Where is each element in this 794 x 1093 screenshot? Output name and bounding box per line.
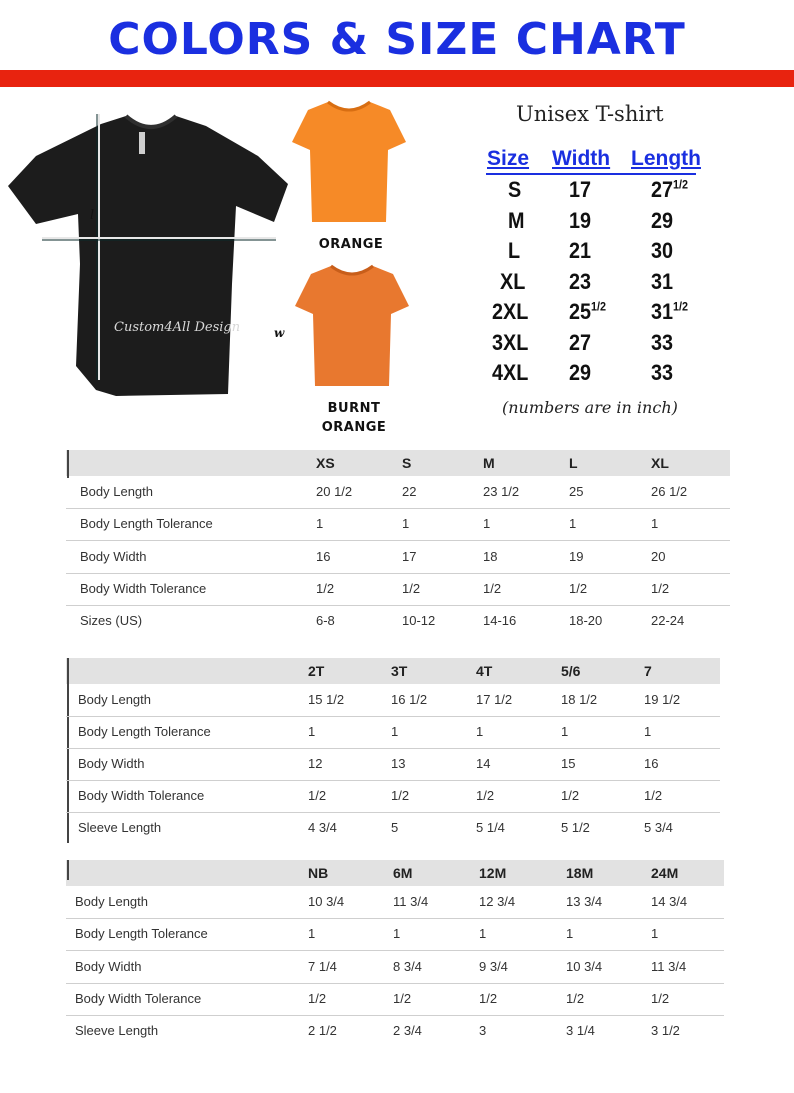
unisex-fraction: 1/2 [673, 177, 689, 192]
size-row-value: 1/2 [566, 990, 585, 1006]
size-row-value: 22-24 [651, 613, 685, 629]
unisex-value: 31 [651, 299, 674, 324]
size-row-value: 16 [644, 756, 659, 771]
size-row-value: 13 [391, 756, 406, 771]
size-row-value: 13 3/4 [566, 894, 603, 909]
size-row-value: 20 [651, 548, 666, 564]
unisex-value: 27 [651, 177, 674, 202]
size-header-cell: L [569, 455, 578, 471]
unisex-cell-length [651, 360, 673, 386]
size-header-cell: 12M [479, 865, 507, 881]
size-row-value: 1 [651, 926, 659, 942]
size-row-value: 5 1/4 [476, 820, 505, 835]
size-table-row [66, 983, 724, 1016]
size-row-value: 1 [393, 926, 401, 942]
unisex-value: 27 [569, 329, 592, 355]
size-row-value: 5 3/4 [644, 820, 673, 835]
swatch-name-line: ORANGE [321, 420, 387, 435]
unisex-value: 33 [651, 360, 674, 385]
unisex-value: 29 [651, 207, 674, 233]
unisex-value: 19 [569, 207, 592, 233]
size-table-row [66, 918, 724, 951]
page-title: COLORS & SIZE CHART [108, 14, 686, 65]
size-row-value: 12 [308, 756, 323, 771]
size-table-header [66, 860, 724, 886]
size-row-value: 25 [569, 484, 584, 499]
unisex-header-underline [486, 173, 696, 175]
size-row-label: Body Length Tolerance [75, 926, 208, 942]
size-row-value: 1/2 [561, 788, 580, 803]
unisex-note: (numbers are in inch) [502, 398, 678, 417]
size-header-cell: 24M [651, 865, 679, 881]
unisex-row [0, 238, 794, 268]
unisex-value: 31 [651, 268, 674, 294]
table-edge-line [67, 860, 69, 880]
size-table-row [66, 951, 724, 984]
size-row-value: 1/2 [644, 788, 663, 803]
size-row-value: 11 3/4 [393, 894, 429, 909]
size-row-value: 1 [566, 926, 574, 942]
size-header-cell: 2T [308, 663, 325, 679]
size-header-cell: 4T [476, 663, 493, 679]
size-row-value: 11 3/4 [651, 958, 687, 974]
unisex-value: 4XL [492, 360, 529, 385]
size-table-row [66, 748, 720, 781]
size-row-label: Body Width [80, 548, 147, 564]
unisex-header-size: Size [487, 147, 530, 170]
unisex-cell-size [500, 269, 525, 295]
unisex-value: 2XL [492, 299, 529, 324]
size-table-row [66, 573, 730, 606]
size-table-row [66, 886, 724, 919]
size-row-value: 1/2 [483, 580, 502, 596]
size-row-value: 1/2 [308, 990, 327, 1006]
size-row-value: 18 1/2 [561, 692, 598, 707]
size-row-label: Body Width Tolerance [75, 990, 202, 1006]
unisex-cell-width [569, 299, 606, 325]
size-row-value: 1/2 [651, 990, 670, 1006]
size-table-header [66, 658, 720, 684]
size-table-row [66, 684, 720, 717]
red-divider-bar [0, 70, 794, 87]
size-row-value: 3 [479, 1023, 487, 1039]
unisex-row [0, 208, 794, 238]
size-row-value: 1/2 [316, 580, 335, 596]
unisex-title: Unisex T-shirt [516, 102, 664, 126]
size-row-value: 2 3/4 [393, 1023, 422, 1039]
size-row-value: 17 1/2 [476, 692, 513, 707]
size-row-value: 22 [402, 484, 417, 499]
size-row-value: 26 1/2 [651, 484, 688, 499]
unisex-cell-length [651, 177, 688, 203]
unisex-cell-size [508, 208, 524, 234]
unisex-cell-length [651, 238, 673, 264]
unisex-value: XL [500, 268, 526, 294]
size-header-cell: 6M [393, 865, 413, 881]
size-row-value: 1/2 [402, 580, 421, 596]
size-row-label: Body Length Tolerance [78, 724, 211, 739]
size-row-value: 23 1/2 [483, 484, 520, 499]
size-row-value: 19 [569, 548, 584, 564]
unisex-cell-width [569, 360, 591, 386]
size-row-value: 1 [316, 516, 324, 532]
size-row-label: Body Length [75, 894, 149, 909]
size-row-value: 1 [651, 516, 659, 532]
size-row-value: 10 3/4 [308, 894, 345, 909]
size-row-label: Body Width [78, 756, 145, 771]
size-row-value: 15 1/2 [308, 692, 345, 707]
size-row-value: 1 [479, 926, 487, 942]
size-row-value: 1 [569, 516, 577, 532]
size-table-row [66, 716, 720, 749]
size-row-label: Body Width Tolerance [80, 580, 207, 596]
unisex-cell-width [569, 238, 591, 264]
unisex-cell-width [569, 330, 591, 356]
unisex-row [0, 360, 794, 390]
size-table-row [66, 605, 730, 637]
unisex-cell-length [651, 299, 688, 325]
size-row-value: 1 [391, 724, 399, 739]
unisex-value: 21 [569, 238, 592, 263]
size-row-value: 1 [308, 724, 316, 739]
size-header-cell: S [402, 455, 412, 471]
table-edge-line [67, 450, 69, 478]
size-table-row [66, 541, 730, 574]
size-row-value: 2 1/2 [308, 1023, 337, 1039]
unisex-value: 3XL [492, 329, 529, 355]
size-row-value: 14 3/4 [651, 894, 688, 909]
size-row-label: Body Length Tolerance [80, 516, 213, 532]
size-row-label: Body Width [75, 958, 142, 974]
size-row-value: 1 [644, 724, 652, 739]
size-header-cell: NB [308, 865, 329, 881]
swatch-name-line: ORANGE [318, 237, 384, 252]
size-row-value: 12 3/4 [479, 894, 516, 909]
size-row-value: 18 [483, 548, 498, 564]
size-table-row [66, 476, 730, 509]
size-row-value: 5 [391, 820, 399, 835]
size-row-value: 19 1/2 [644, 692, 681, 707]
length-mark: l [90, 208, 95, 223]
size-table-row [66, 1015, 724, 1047]
unisex-row [0, 299, 794, 329]
unisex-cell-length [651, 208, 673, 234]
unisex-cell-size [492, 299, 528, 325]
size-table-header [66, 450, 730, 476]
size-row-value: 17 [402, 548, 417, 564]
unisex-cell-size [492, 330, 528, 356]
unisex-cell-length [651, 330, 673, 356]
size-row-value: 8 3/4 [393, 958, 422, 974]
size-header-cell: M [483, 455, 495, 471]
unisex-cell-width [569, 208, 591, 234]
size-header-cell: XS [316, 455, 335, 471]
size-row-label: Body Length [78, 692, 152, 707]
size-table-row [66, 508, 730, 541]
unisex-value: S [508, 177, 522, 202]
size-row-value: 1 [561, 724, 569, 739]
size-row-value: 1/2 [308, 788, 327, 803]
size-row-label: Body Length [80, 484, 154, 499]
unisex-cell-length [651, 269, 673, 295]
size-row-value: 16 [316, 548, 331, 564]
unisex-cell-size [508, 177, 521, 203]
size-row-value: 1/2 [569, 580, 588, 596]
unisex-row [0, 269, 794, 299]
unisex-row [0, 330, 794, 360]
size-table-row [66, 780, 720, 813]
unisex-value: 33 [651, 329, 674, 355]
size-table-row [66, 812, 720, 844]
size-row-value: 7 1/4 [308, 958, 337, 974]
size-row-value: 10 3/4 [566, 958, 603, 974]
unisex-value: L [508, 238, 521, 263]
swatch-name-line: BURNT [327, 401, 381, 416]
size-row-value: 3 1/2 [651, 1023, 680, 1039]
size-header-cell: 3T [391, 663, 408, 679]
size-row-value: 1/2 [651, 580, 670, 596]
size-row-value: 18-20 [569, 613, 603, 629]
unisex-value: 29 [569, 360, 592, 385]
size-row-value: 1 [483, 516, 491, 532]
size-row-value: 14 [476, 756, 491, 771]
size-row-value: 15 [561, 756, 576, 771]
unisex-cell-size [492, 360, 528, 386]
unisex-value: 25 [569, 299, 592, 324]
unisex-fraction: 1/2 [673, 299, 689, 314]
size-row-value: 5 1/2 [561, 820, 590, 835]
size-row-value: 1/2 [476, 788, 495, 803]
size-row-label: Sleeve Length [78, 820, 162, 835]
size-row-value: 1/2 [393, 990, 412, 1006]
unisex-value: 30 [651, 238, 674, 263]
size-row-label: Sleeve Length [75, 1023, 159, 1039]
size-row-value: 1 [308, 926, 316, 942]
design-watermark: Custom4All Design [114, 320, 241, 335]
unisex-value: 23 [569, 268, 592, 294]
unisex-header-width: Width [552, 147, 611, 170]
size-row-value: 1 [402, 516, 410, 532]
size-row-value: 16 1/2 [391, 692, 428, 707]
unisex-row [0, 177, 794, 207]
size-header-cell: XL [651, 455, 669, 471]
size-header-cell: 5/6 [561, 663, 581, 679]
size-row-value: 4 3/4 [308, 820, 337, 835]
unisex-value: M [508, 207, 525, 233]
size-row-value: 3 1/4 [566, 1023, 595, 1039]
size-row-value: 6-8 [316, 613, 335, 629]
size-row-label: Body Width Tolerance [78, 788, 205, 803]
unisex-header-length: Length [631, 147, 701, 170]
size-row-value: 20 1/2 [316, 484, 353, 499]
unisex-cell-width [569, 269, 591, 295]
size-header-cell: 7 [644, 663, 652, 679]
unisex-value: 17 [569, 177, 592, 202]
size-row-value: 14-16 [483, 613, 517, 629]
size-row-label: Sizes (US) [80, 613, 143, 629]
size-row-value: 10-12 [402, 613, 436, 629]
unisex-cell-width [569, 177, 591, 203]
size-row-value: 9 3/4 [479, 958, 508, 974]
size-row-value: 1/2 [391, 788, 410, 803]
size-row-value: 1/2 [479, 990, 498, 1006]
size-row-value: 1 [476, 724, 484, 739]
unisex-fraction: 1/2 [591, 299, 607, 314]
swatch-name-burnt-orange [305, 399, 403, 437]
unisex-cell-size [508, 238, 520, 264]
width-mark: w [274, 326, 285, 340]
size-header-cell: 18M [566, 865, 594, 881]
